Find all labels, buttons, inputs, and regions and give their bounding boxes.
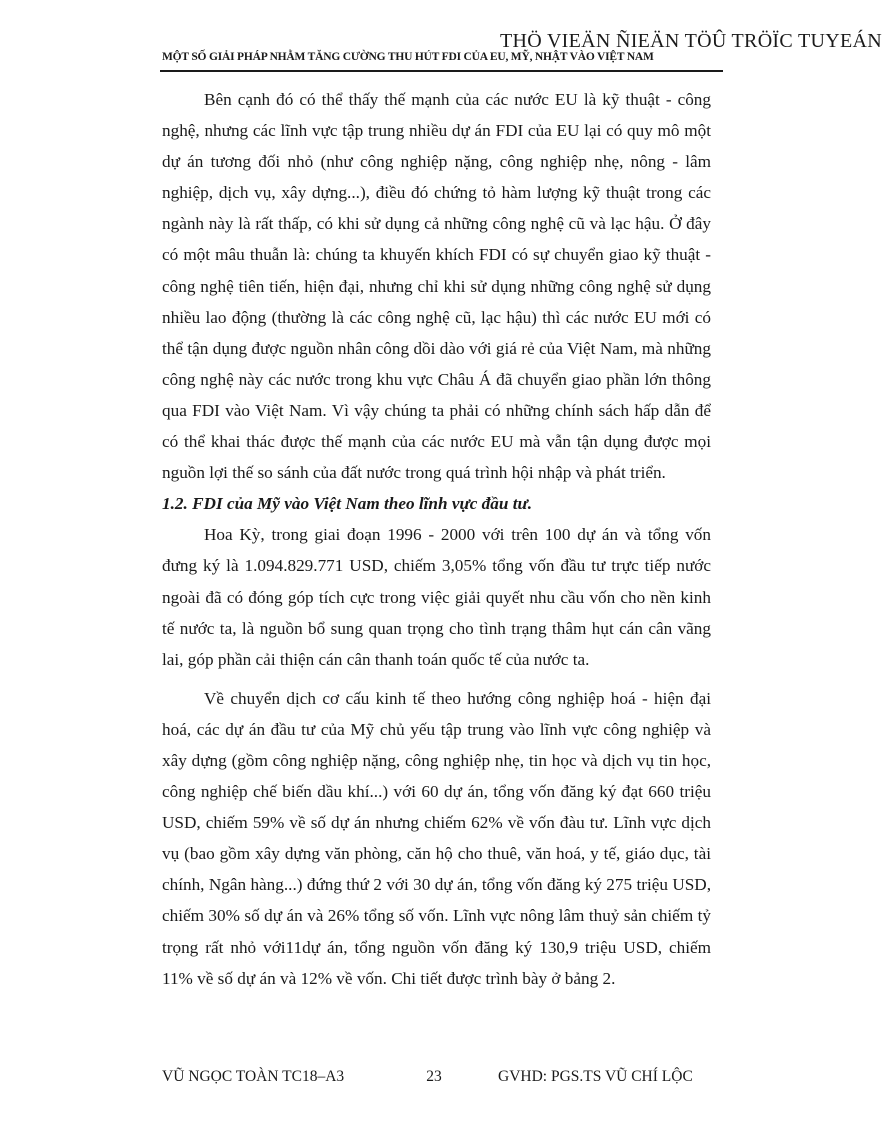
footer-author: VŨ NGỌC TOÀN TC18–A3 — [162, 1068, 345, 1085]
body-paragraph: Hoa Kỳ, trong giai đoạn 1996 - 2000 với trên 100 dự án và tổng vốn đưng ký là 1.094.829.771 USD, chiếm 3,05% tổng vốn đầu tư trực tiếp nước ngoài đã có đóng góp tích cực trong việc giải quyết nhu cầu vốn cho nền kinh tế nước ta, là nguồn bổ sung quan trọng cho tình trạng thâm hụt cán cân vãng lai, góp phần cải thiện cán cân thanh toán quốc tế của nước ta. — [162, 525, 711, 669]
page-number: 23 — [426, 1068, 442, 1085]
body-paragraph: Bên cạnh đó có thể thấy thế mạnh của các nước EU là kỹ thuật - công nghệ, nhưng các lĩnh vực tập trung nhiều dự án FDI của EU lại có quy mô một dự án tương đối nhỏ (như công nghiệp nặng, công nghiệp nhẹ, nông - lâm nghiệp, dịch vụ, xây dựng...), điều đó chứng tỏ hàm lượng kỹ thuật trong các ngành này là rất thấp, có khi sử dụng cả những công nghệ cũ và lạc hậu. Ở đây có một mâu thuẫn là: chúng ta khuyến khích FDI có sự chuyển giao kỹ thuật - công nghệ tiên tiến, hiện đại, nhưng chỉ khi sử dụng những công nghệ sử dụng nhiều lao động (thường là các công nghệ cũ, lạc hậu) thì các nước EU mới có thể tận dụng được nguồn nhân công dồi dào với giá rẻ của Việt Nam, mà những công nghệ này các nước trong khu vực Châu Á đã chuyển giao phần lớn thông qua FDI vào Việt Nam. Vì vậy chúng ta phải có những chính sách hấp dẫn để có thể khai thác được thế mạnh của các nước EU mà vẫn tận dụng được mọi nguồn lợi thế so sánh của đất nước trong quá trình hội nhập và phát triển. — [162, 90, 711, 483]
footer-advisor: GVHD: PGS.TS VŨ CHÍ LỘC — [498, 1068, 693, 1085]
running-header: MỘT SỐ GIẢI PHÁP NHẰM TĂNG CƯỜNG THU HÚT FDI CỦA EU, MỸ, NHẬT VÀO VIỆT NAM — [162, 51, 654, 63]
body-paragraph: Về chuyển dịch cơ cấu kinh tế theo hướng công nghiệp hoá - hiện đại hoá, các dự án đầu tư của Mỹ chủ yếu tập trung vào lĩnh vực công nghiệp và xây dựng (gồm công nghiệp nặng, công nghiệp nhẹ, tin học và dịch vụ tin học, công nghiệp chế biến dầu khí...) với 60 dự án, tổng vốn đăng ký đạt 660 triệu USD, chiếm 59% về số dự án nhưng chiếm 62% về vốn đàu tư. Lĩnh vực dịch vụ (bao gồm xây dựng văn phòng, căn hộ cho thuê, văn hoá, y tế, giáo dục, tài chính, Ngân hàng...) đứng thứ 2 với 30 dự án, tổng vốn đăng ký 275 triệu USD, chiếm 30% số dự án và 26% tổng số vốn. Lĩnh vực nông lâm thuỷ sản chiếm tỷ trọng rất nhỏ với11dự án, tổng nguồn vốn đăng ký 130,9 triệu USD, chiếm 11% về số dự án và 12% về vốn. Chi tiết được trình bày ở bảng 2. — [162, 688, 711, 988]
section-heading: 1.2. FDI của Mỹ vào Việt Nam theo lĩnh vực đầu tư. — [162, 494, 533, 514]
document-body — [162, 84, 711, 994]
header-divider — [160, 70, 723, 72]
watermark-text: THÖ VIEÄN ÑIEÄN TÖÛ TRÖÏC TUYEÁN — [500, 30, 882, 52]
